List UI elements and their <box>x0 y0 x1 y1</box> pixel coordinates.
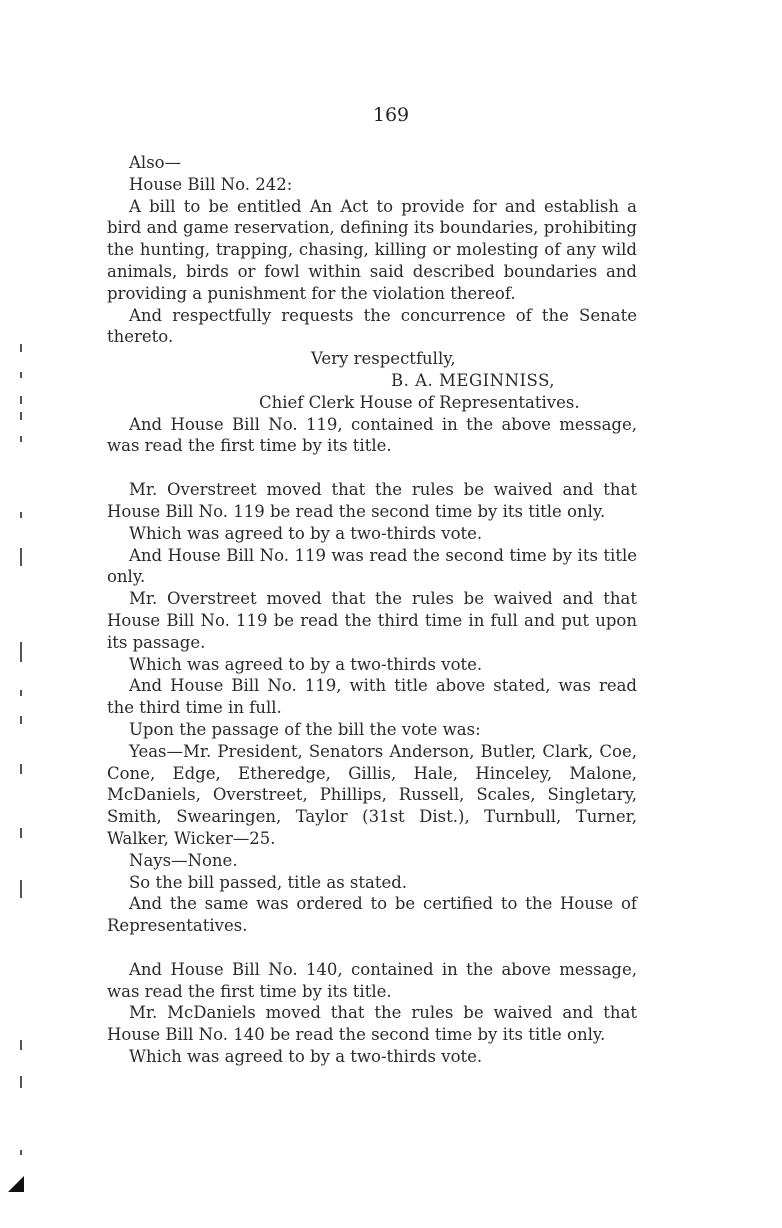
corner-triangle-icon <box>8 1176 24 1192</box>
signature-title: Chief Clerk House of Representatives. <box>259 392 580 412</box>
document-body <box>107 152 637 1068</box>
paragraph-certified: And the same was ordered to be certified to the House of Representatives. <box>107 894 637 936</box>
paragraph-vote-agreed: Which was agreed to by a two-thirds vote. <box>129 523 483 543</box>
paragraph-motion-third-reading: Mr. Overstreet moved that the rules be waived and that House Bill No. 119 be read the third time in full and put upon its passage. <box>107 589 637 652</box>
page-number: 169 <box>372 104 410 126</box>
spacer <box>107 937 637 959</box>
paragraph-bill-title: A bill to be entitled An Act to provide for and establish a bird and game reservation, defining its boundaries, prohibiting the hunting, trapping, chasing, killing or molesting of any wild animals, birds or fowl within said described boundaries and providing a punishment for the violation thereof. <box>107 196 637 303</box>
paragraph-vote-agreed-2: Which was agreed to by a two-thirds vote. <box>129 654 483 674</box>
paragraph-motion-hb140: Mr. McDaniels moved that the rules be waived and that House Bill No. 140 be read the second time by its title only. <box>107 1003 637 1045</box>
signature-closing: Very respectfully, <box>311 349 456 369</box>
signature-name: B. A. MEGINNISS, <box>391 370 556 390</box>
paragraph-nays: Nays—None. <box>129 850 238 870</box>
paragraph-third-reading: And House Bill No. 119, with title above stated, was read the third time in full. <box>107 676 637 718</box>
paragraph-hb119-first-reading: And House Bill No. 119, contained in the above message, was read the first time by its title. <box>107 414 637 456</box>
spacer <box>107 457 637 479</box>
paragraph-bill-heading: House Bill No. 242: <box>129 174 293 194</box>
margin-scan-marks <box>0 0 40 1228</box>
paragraph-second-reading: And House Bill No. 119 was read the second time by its title only. <box>107 545 637 587</box>
paragraph-yeas: Yeas—Mr. President, Senators Anderson, Butler, Clark, Coe, Cone, Edge, Etheredge, Gillis, Hale, Hinceley, Malone, McDaniels, Overstreet, Phillips, Russell, Scales, Singletary, Smith, Swearingen, Taylor (31st Dist.), Turnbull, Turner, Walker, Wicker—25. <box>107 741 637 848</box>
paragraph-request: And respectfully requests the concurrence of the Senate thereto. <box>107 305 637 347</box>
paragraph-also: Also— <box>129 153 182 172</box>
paragraph-hb140-first-reading: And House Bill No. 140, contained in the above message, was read the first time by its title. <box>107 959 637 1001</box>
paragraph-vote-intro: Upon the passage of the bill the vote was: <box>129 719 481 739</box>
paragraph-vote-agreed-3: Which was agreed to by a two-thirds vote. <box>129 1047 483 1067</box>
paragraph-motion-second-reading: Mr. Overstreet moved that the rules be waived and that House Bill No. 119 be read the second time by its title only. <box>107 480 637 521</box>
paragraph-bill-passed: So the bill passed, title as stated. <box>129 872 408 892</box>
